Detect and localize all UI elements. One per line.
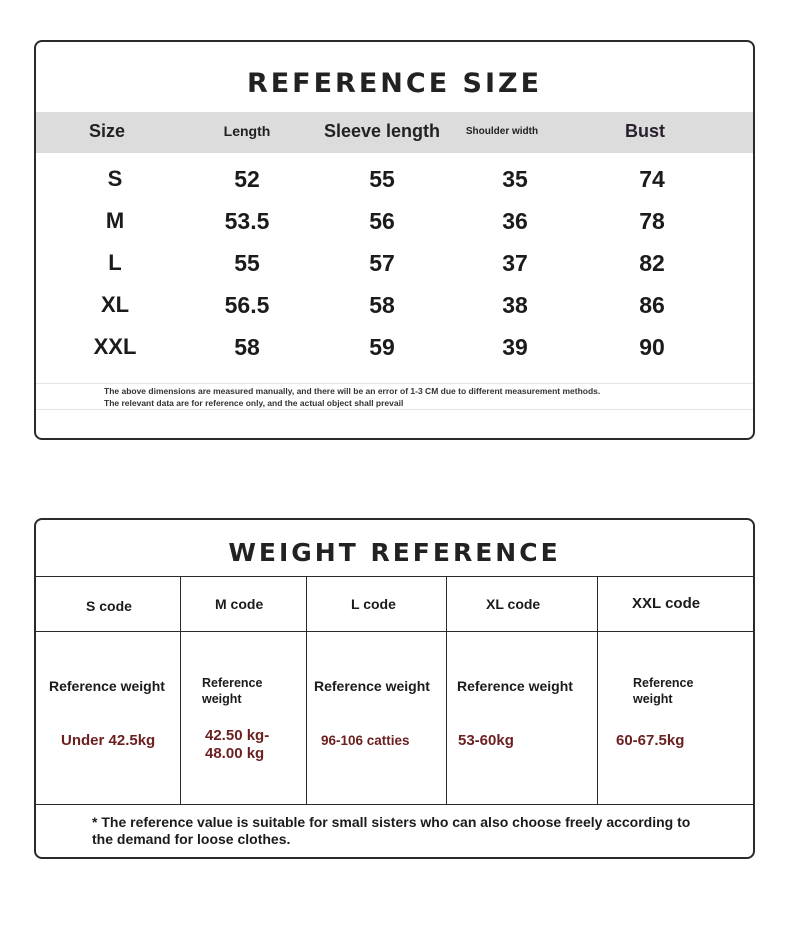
reference-size-title: REFERENCE SIZE	[246, 68, 543, 99]
cell-shoulder: 36	[502, 208, 528, 234]
cell-length: 58	[234, 334, 260, 360]
table-row	[36, 158, 753, 200]
measurement-note	[104, 385, 600, 409]
code-xl: XL code	[486, 596, 541, 612]
cell-size: L	[108, 250, 122, 275]
header-size: Size	[88, 121, 126, 141]
weight-reference-card	[34, 518, 755, 859]
weight-reference-title: WEIGHT REFERENCE	[228, 538, 561, 567]
code-m: M code	[215, 596, 264, 612]
cell-sleeve: 56	[369, 208, 395, 234]
divider	[36, 576, 753, 577]
note-line-2: The relevant data are for reference only, and the actual object shall prevail	[104, 398, 404, 408]
size-table-header	[36, 112, 753, 153]
value-xxl: 60-67.5kg	[616, 732, 685, 749]
cell-bust: 86	[639, 292, 665, 318]
column-divider	[180, 576, 181, 804]
header-sleeve-length: Sleeve length	[323, 121, 441, 141]
table-row	[36, 200, 753, 242]
header-shoulder-width: Shoulder width	[465, 126, 539, 137]
label-reference-weight: Reference weight	[633, 676, 694, 706]
table-row	[36, 284, 753, 326]
code-l: L code	[351, 596, 396, 612]
reference-size-card	[34, 40, 755, 440]
cell-shoulder: 39	[502, 334, 528, 360]
cell-size: M	[105, 208, 125, 233]
weight-footer-note: * The reference value is suitable for small sisters who can also choose freely according to the demand for loose clothes.	[92, 814, 691, 847]
cell-sleeve: 57	[369, 250, 395, 276]
cell-length: 56.5	[224, 292, 270, 318]
cell-sleeve: 59	[369, 334, 395, 360]
column-divider	[446, 576, 447, 804]
cell-shoulder: 38	[502, 292, 528, 318]
code-xxl: XXL code	[632, 595, 701, 612]
table-row	[36, 326, 753, 368]
cell-length: 55	[234, 250, 260, 276]
value-xl: 53-60kg	[458, 732, 514, 749]
column-divider	[597, 576, 598, 804]
cell-size: XL	[100, 292, 130, 317]
header-length: Length	[223, 123, 271, 139]
cell-bust: 82	[639, 250, 665, 276]
divider	[36, 631, 753, 632]
divider	[36, 383, 753, 384]
divider	[36, 409, 753, 410]
label-reference-weight: Reference weight	[202, 676, 263, 706]
table-row	[36, 242, 753, 284]
cell-sleeve: 55	[369, 166, 395, 192]
label-reference-weight: Reference weight	[314, 678, 430, 694]
cell-length: 52	[234, 166, 260, 192]
cell-bust: 74	[639, 166, 665, 192]
cell-sleeve: 58	[369, 292, 395, 318]
label-reference-weight: Reference weight	[49, 678, 165, 694]
label-reference-weight: Reference weight	[457, 678, 573, 694]
note-line-1: The above dimensions are measured manually, and there will be an error of 1-3 CM due to different measurement methods.	[104, 386, 601, 396]
value-m: 42.50 kg-48.00 kg	[205, 727, 270, 762]
cell-size: S	[107, 166, 123, 191]
header-bust: Bust	[625, 121, 665, 141]
value-l: 96-106 catties	[321, 733, 410, 748]
divider	[36, 804, 753, 805]
value-s: Under 42.5kg	[61, 732, 156, 749]
cell-size: XXL	[93, 334, 137, 359]
column-divider	[306, 576, 307, 804]
cell-shoulder: 35	[502, 166, 528, 192]
cell-length: 53.5	[224, 208, 270, 234]
cell-bust: 90	[639, 334, 665, 360]
code-s: S code	[86, 598, 132, 614]
cell-bust: 78	[639, 208, 665, 234]
cell-shoulder: 37	[502, 250, 528, 276]
